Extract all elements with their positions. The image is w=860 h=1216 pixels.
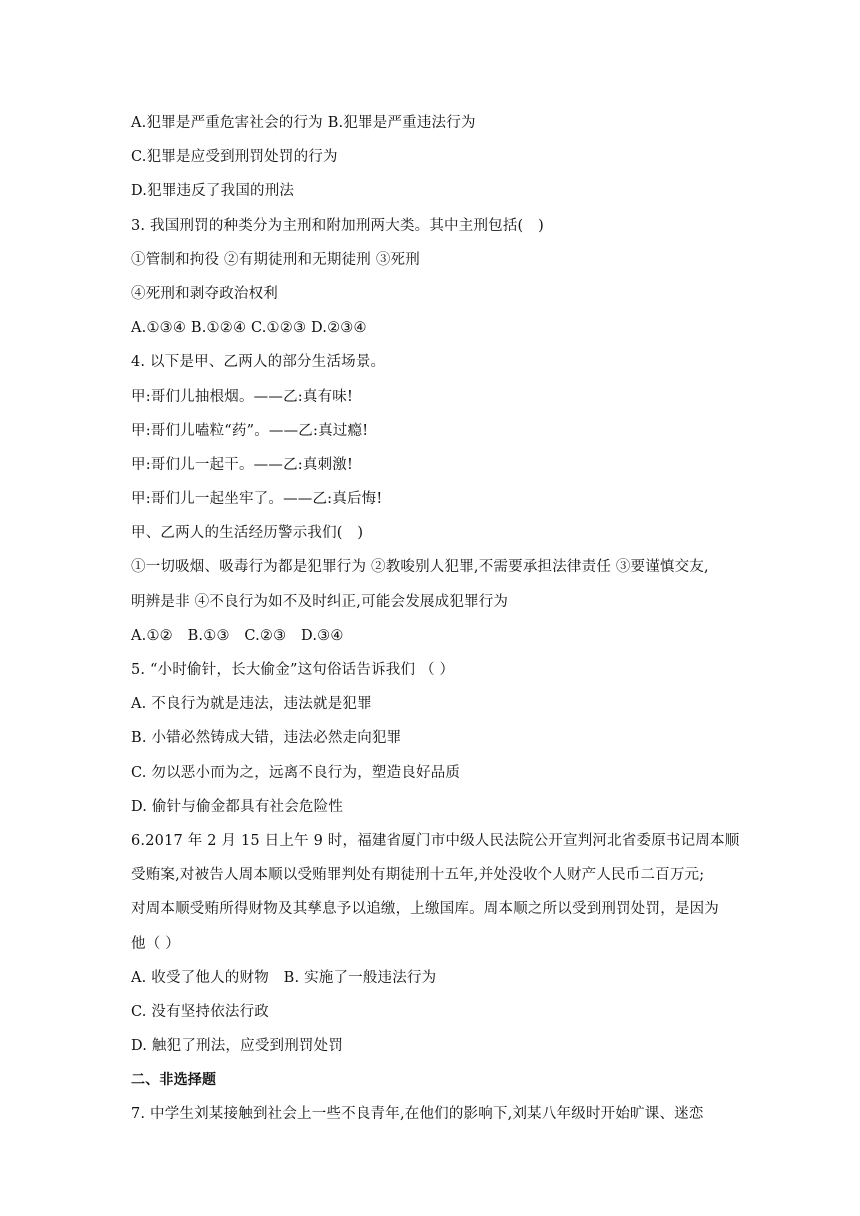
- q3-stem: 3. 我国刑罚的种类分为主刑和附加刑两大类。其中主刑包括( ): [131, 217, 544, 234]
- q5-option-d: D. 偷针与偷金都具有社会危险性: [131, 798, 344, 815]
- q6-option-a-b: A. 收受了他人的财物 B. 实施了一般违法行为: [131, 969, 437, 986]
- q3-options: A.①③④ B.①②④ C.①②③ D.②③④: [131, 320, 367, 337]
- q4-options: A.①② B.①③ C.②③ D.③④: [131, 627, 344, 644]
- q6-stem-1: 6.2017 年 2 月 15 日上午 9 时，福建省厦门市中级人民法院公开宣判河北省委原书记周本顺: [131, 832, 740, 849]
- q2-option-d: D.犯罪违反了我国的刑法: [131, 183, 295, 200]
- section-heading-non-choice: 二、非选择题: [131, 1072, 217, 1089]
- q6-option-c: C. 没有坚持依法行政: [131, 1003, 269, 1020]
- q3-items-1: ①管制和拘役 ②有期徒刑和无期徒刑 ③死刑: [131, 251, 420, 268]
- q5-stem: 5. “小时偷针，长大偷金”这句俗话告诉我们 （ ）: [131, 662, 455, 678]
- q4-items-2: 明辨是非 ④不良行为如不及时纠正,可能会发展成犯罪行为: [131, 593, 509, 610]
- q4-dialogue-1: 甲:哥们儿抽根烟。——乙:真有味!: [131, 388, 353, 405]
- q6-option-d: D. 触犯了刑法，应受到刑罚处罚: [131, 1038, 344, 1055]
- q5-option-c: C. 勿以恶小而为之，远离不良行为，塑造良好品质: [131, 764, 461, 781]
- q4-prompt: 甲、乙两人的生活经历警示我们( ): [131, 525, 364, 542]
- q3-items-2: ④死刑和剥夺政治权利: [131, 285, 278, 302]
- q4-items-1: ①一切吸烟、吸毒行为都是犯罪行为 ②教唆别人犯罪,不需要承担法律责任 ③要谨慎交友,: [131, 559, 709, 576]
- q6-stem-3: 对周本顺受贿所得财物及其孳息予以追缴，上缴国库。周本顺之所以受到刑罚处罚，是因为: [131, 901, 719, 918]
- q2-option-a-b: A.犯罪是严重危害社会的行为 B.犯罪是严重违法行为: [131, 115, 476, 131]
- q6-stem-4: 他（ ）: [131, 935, 180, 952]
- q7-stem: 7. 中学生刘某接触到社会上一些不良青年,在他们的影响下,刘某八年级时开始旷课、迷恋: [131, 1106, 704, 1123]
- q6-stem-2: 受贿案,对被告人周本顺以受贿罪判处有期徒刑十五年,并处没收个人财产人民币二百万元;: [131, 867, 705, 884]
- q2-option-c: C.犯罪是应受到刑罚处罚的行为: [131, 149, 338, 166]
- q4-dialogue-2: 甲:哥们儿嗑粒“药”。——乙:真过瘾!: [131, 422, 369, 439]
- q4-dialogue-4: 甲:哥们儿一起坐牢了。——乙:真后悔!: [131, 491, 383, 508]
- q4-dialogue-3: 甲:哥们儿一起干。——乙:真刺激!: [131, 456, 353, 473]
- q5-option-b: B. 小错必然铸成大错，违法必然走向犯罪: [131, 730, 402, 747]
- q4-stem: 4. 以下是甲、乙两人的部分生活场景。: [131, 354, 386, 371]
- document-body: [131, 106, 740, 1132]
- q5-option-a: A. 不良行为就是违法，违法就是犯罪: [131, 696, 372, 713]
